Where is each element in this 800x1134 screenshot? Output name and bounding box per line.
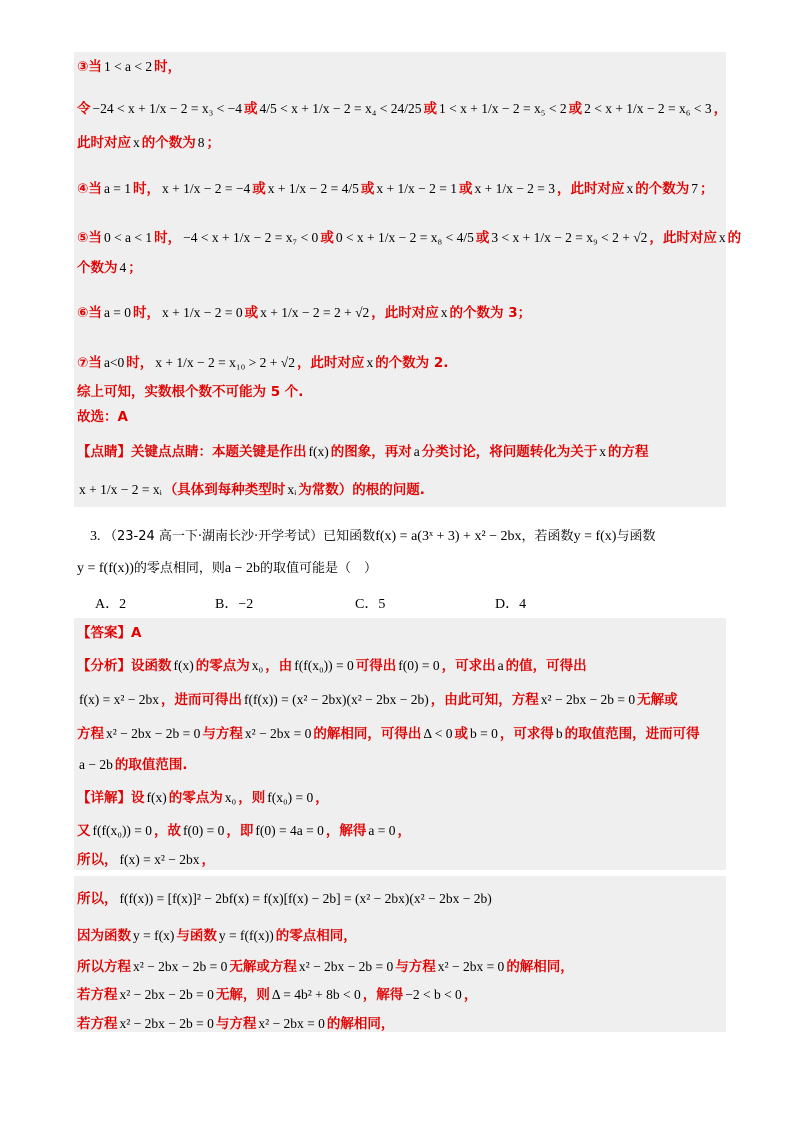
option-d[interactable]: D．4	[495, 597, 527, 612]
detail2-line1: 所以， f(f(x)) = [f(x)]² − 2bf(x) = f(x)[f(x) − 2b] = (x² − 2bx)(x² − 2bx − 2b)	[77, 891, 492, 907]
detail-line3: 所以， f(x) = x² − 2bx ，	[77, 852, 216, 868]
case5-line: ⑤当 0 < a < 1 时， −4 < x + 1/x − 2 = x₇ < 0 或 0 < x + 1/x − 2 = x₈ < 4/5 或 3 < x + 1/x − 2 = x₉ < 2 + √2 ，此时对应 x 的	[77, 230, 742, 246]
question3-line2: y = f(f(x))的零点相同，则a − 2b的取值可能是（ ）	[77, 561, 378, 576]
case6-line: ⑥当 a = 0 时， x + 1/x − 2 = 0 或 x + 1/x − 2 = 2 + √2 ，此时对应 x 的个数为 3；	[77, 305, 532, 321]
case5-count: 个数为 4 ；	[77, 260, 142, 276]
detail2-line2: 因为函数 y = f(x) 与函数 y = f(f(x)) 的零点相同，	[77, 928, 357, 944]
analysis-line2: f(x) = x² − 2bx ，进而可得出 f(f(x)) = (x² − 2bx)(x² − 2bx − 2b) ，由此可知，方程 x² − 2bx − 2b = 0 无解或	[79, 692, 678, 708]
case3-equations: 令 −24 < x + 1/x − 2 = x₃ < −4 或 4/5 < x + 1/x − 2 = x₄ < 24/25 或 1 < x + 1/x − 2 = x₅ < 2 或 2 < x + 1/x − 2 = x₆ < 3 ，	[77, 101, 728, 117]
option-a[interactable]: A．2	[95, 597, 127, 612]
case3-count: 此时对应 x 的个数为 8 ；	[77, 135, 220, 151]
analysis-line4: a − 2b 的取值范围.	[79, 757, 188, 773]
conclusion: 综上可知，实数根个数不可能为 5 个.	[77, 384, 304, 400]
option-c[interactable]: C．5	[355, 597, 386, 612]
dianjing-line1: 【点睛】关键点点睛：本题关键是作出 f(x) 的图象，再对 a 分类讨论，将问题转化为关于 x 的方程	[77, 444, 649, 460]
solution-band-top	[74, 52, 726, 507]
detail2-line3: 所以方程 x² − 2bx − 2b = 0 无解或方程 x² − 2bx − 2b = 0 与方程 x² − 2bx = 0 的解相同，	[77, 959, 574, 975]
case7-line: ⑦当 a<0 时， x + 1/x − 2 = x₁₀ > 2 + √2 ，此时对应 x 的个数为 2.	[77, 355, 449, 371]
detail-line2: 又 f(f(x₀)) = 0 ，故 f(0) = 0 ，即 f(0) = 4a = 0 ，解得 a = 0 ，	[77, 823, 411, 839]
dianjing-line2: x + 1/x − 2 = xᵢ （具体到每种类型时 xᵢ 为常数）的根的问题.	[79, 482, 425, 498]
question3-line1: 3. （23-24 高一下·湖南长沙·开学考试）已知函数f(x) = a(3ˣ + 3) + x² − 2bx，若函数y = f(x)与函数	[90, 529, 656, 544]
analysis-line3: 方程 x² − 2bx − 2b = 0 与方程 x² − 2bx = 0 的解相同，可得出 Δ < 0 或 b = 0 ，可求得 b 的取值范围，进而可得	[77, 726, 700, 742]
analysis-line1: 【分析】设函数 f(x) 的零点为 x₀ ，由 f(f(x₀)) = 0 可得出 f(0) = 0 ，可求出 a 的值，可得出	[77, 658, 587, 674]
detail-line1: 【详解】设 f(x) 的零点为 x₀ ，则 f(x₀) = 0 ，	[77, 790, 329, 806]
answer-line: 【答案】A	[77, 625, 142, 641]
choice: 故选：A	[77, 409, 128, 425]
detail2-line5: 若方程 x² − 2bx − 2b = 0 与方程 x² − 2bx = 0 的解相同，	[77, 1016, 395, 1032]
case4-line: ④当 a = 1 时， x + 1/x − 2 = −4 或 x + 1/x − 2 = 4/5 或 x + 1/x − 2 = 1 或 x + 1/x − 2 = 3 ，此时对应 x 的个数为 7 ；	[77, 181, 714, 197]
detail2-line4: 若方程 x² − 2bx − 2b = 0 无解，则 Δ = 4b² + 8b < 0 ，解得 −2 < b < 0 ，	[77, 987, 478, 1003]
case3-header: ③当 1 < a < 2 时，	[77, 59, 182, 75]
option-b[interactable]: B．−2	[215, 597, 254, 612]
